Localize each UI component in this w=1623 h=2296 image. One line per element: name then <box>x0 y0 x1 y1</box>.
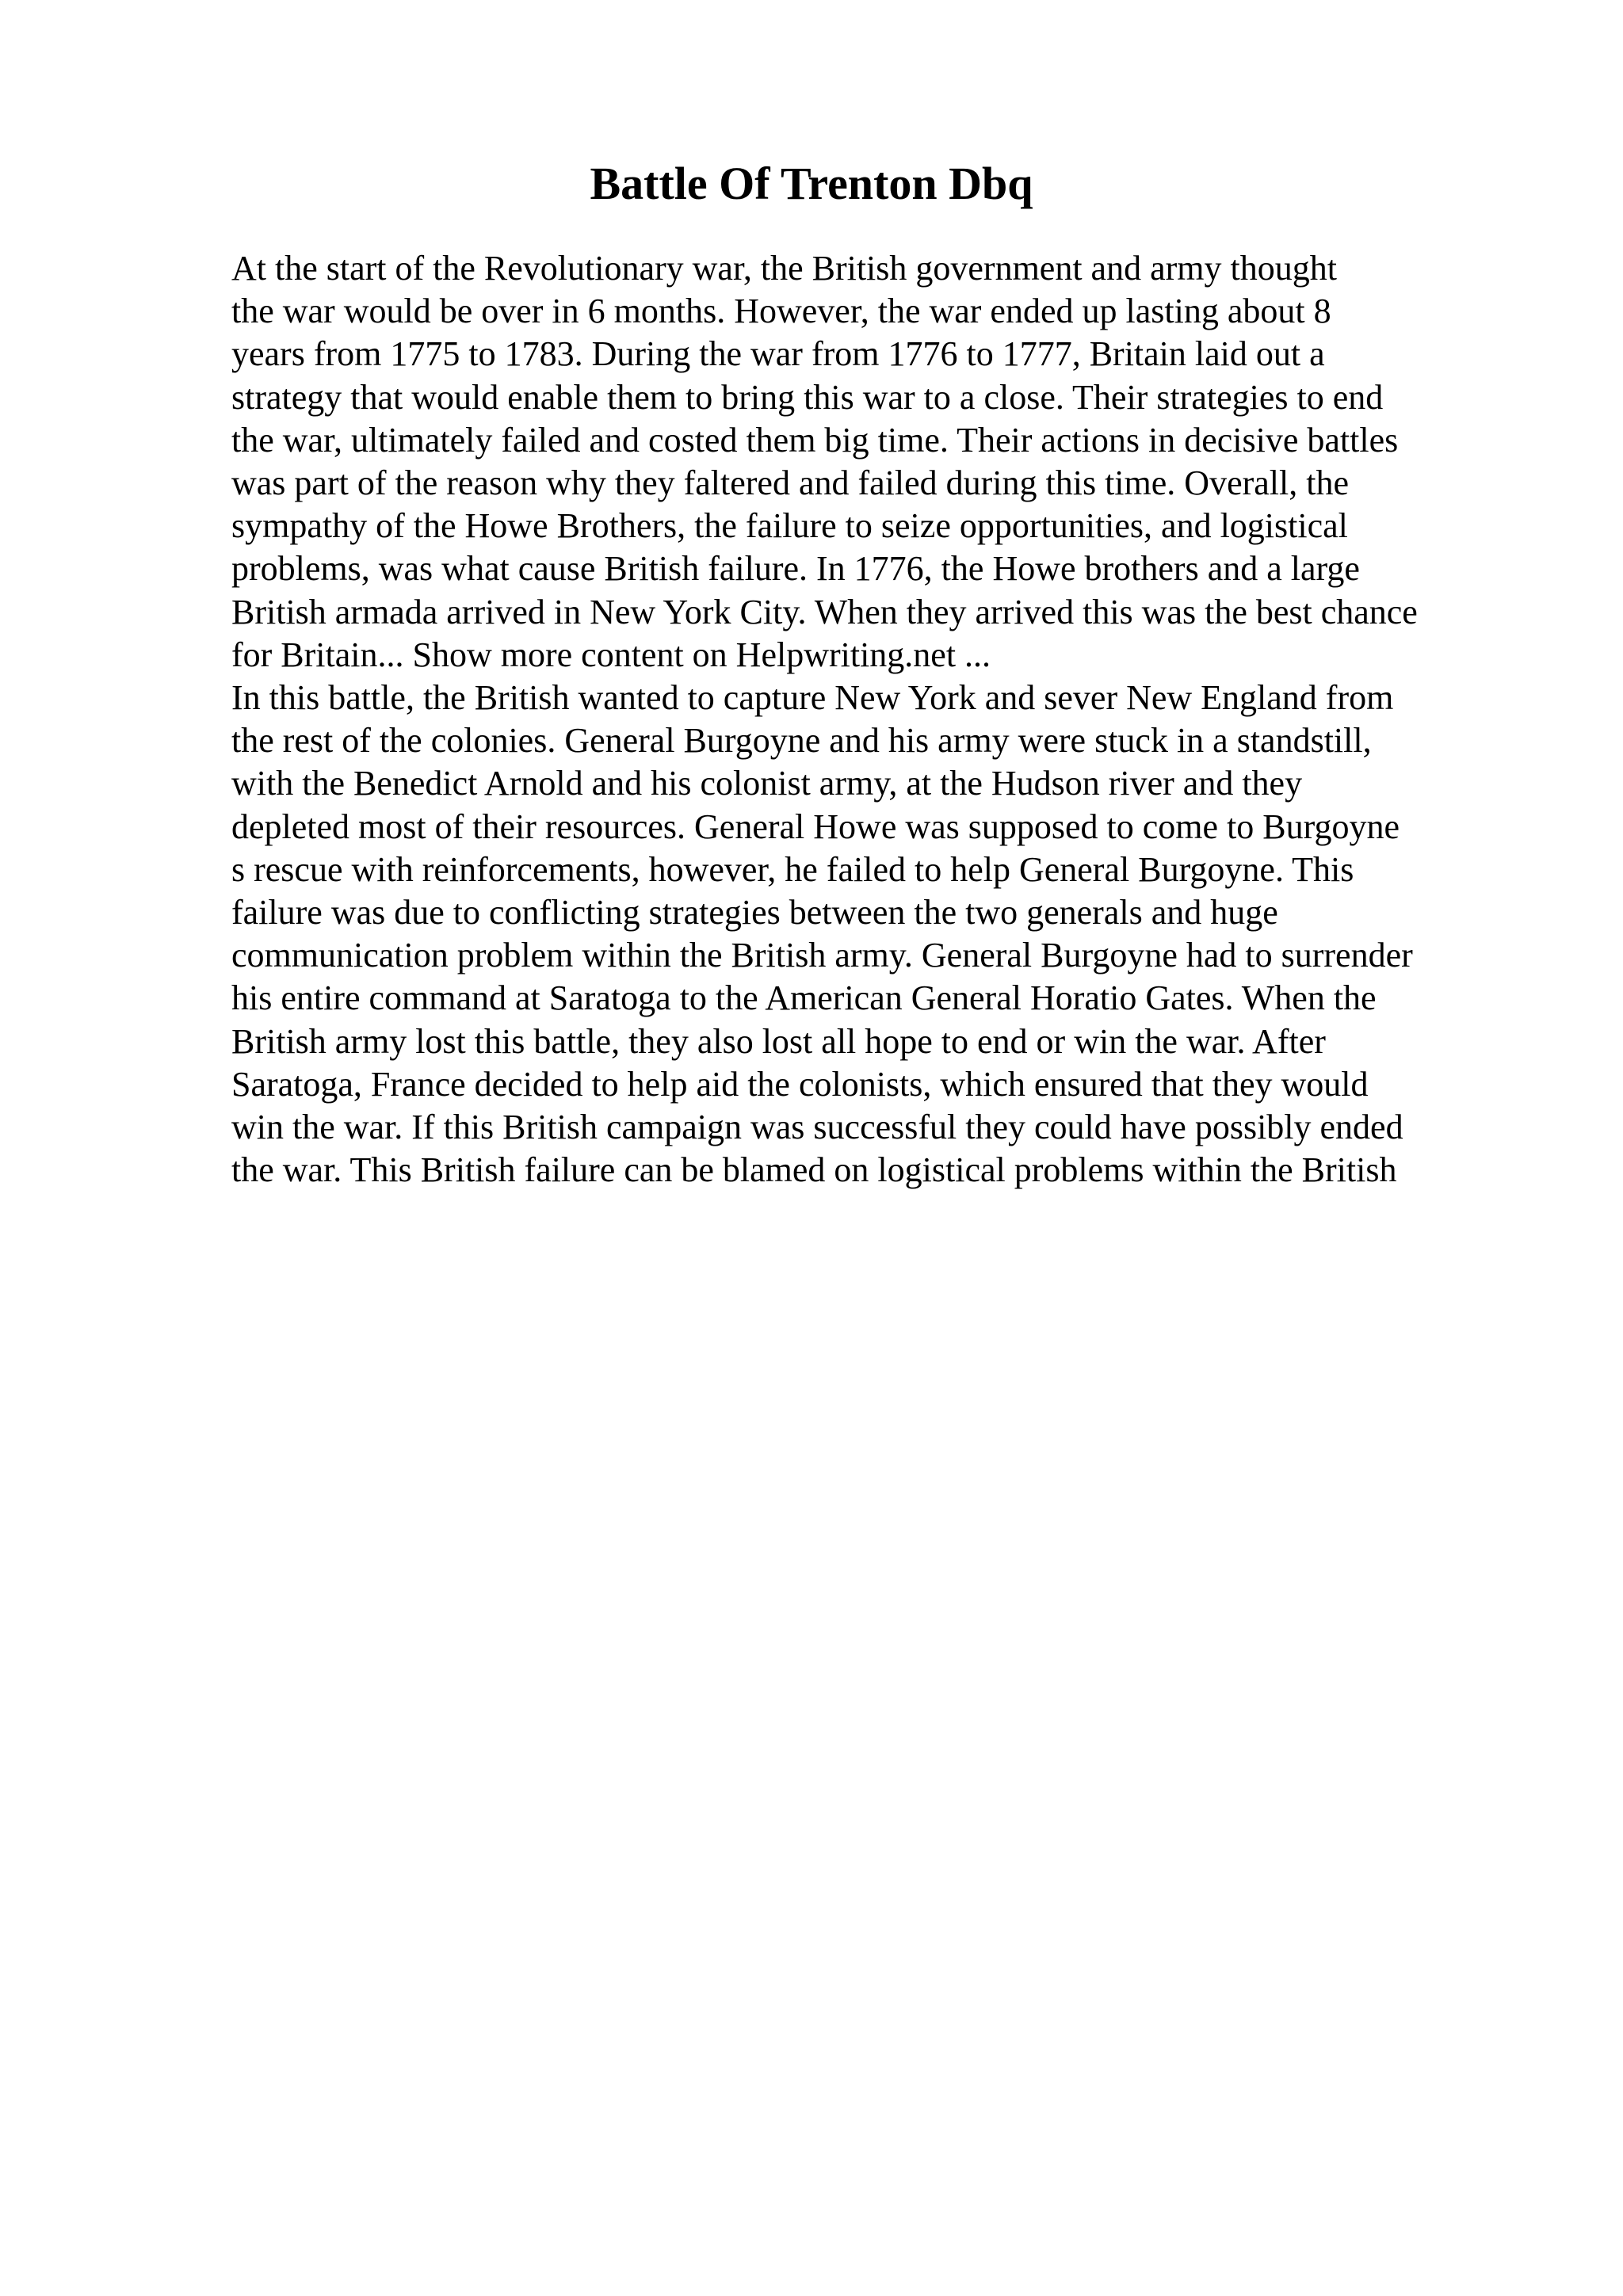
document-title: Battle Of Trenton Dbq <box>590 158 1033 209</box>
body-line: his entire command at Saratoga to the American General Horatio Gates. When the <box>231 978 1377 1018</box>
body-line: for Britain... Show more content on Helpwriting.net ... <box>231 635 991 674</box>
body-line: s rescue with reinforcements, however, he failed to help General Burgoyne. This <box>231 849 1354 889</box>
document-body <box>231 247 1515 1192</box>
body-line: In this battle, the British wanted to capture New York and sever New England from <box>231 678 1394 718</box>
body-line: Saratoga, France decided to help aid the colonists, which ensured that they would <box>231 1064 1369 1104</box>
body-line: strategy that would enable them to bring this war to a close. Their strategies to end <box>231 377 1384 417</box>
body-line: failure was due to conflicting strategies between the two generals and huge <box>231 893 1278 933</box>
body-line: years from 1775 to 1783. During the war from 1776 to 1777, Britain laid out a <box>231 334 1325 374</box>
body-line: was part of the reason why they faltered and failed during this time. Overall, the <box>231 463 1349 503</box>
body-line: sympathy of the Howe Brothers, the failure to seize opportunities, and logistical <box>231 506 1348 546</box>
body-line: the rest of the colonies. General Burgoyne and his army were stuck in a standstill, <box>231 721 1372 761</box>
body-line: British army lost this battle, they also lost all hope to end or win the war. After <box>231 1021 1326 1061</box>
body-line: win the war. If this British campaign was successful they could have possibly ended <box>231 1108 1403 1147</box>
body-line: with the Benedict Arnold and his colonist army, at the Hudson river and they <box>231 764 1303 803</box>
body-line: the war would be over in 6 months. However, the war ended up lasting about 8 <box>231 292 1331 331</box>
body-line: problems, was what cause British failure. In 1776, the Howe brothers and a large <box>231 549 1360 589</box>
body-line: the war, ultimately failed and costed them big time. Their actions in decisive battles <box>231 420 1399 460</box>
body-line: communication problem within the British army. General Burgoyne had to surrender <box>231 936 1413 975</box>
body-line: British armada arrived in New York City. When they arrived this was the best chance <box>231 592 1418 631</box>
body-line: the war. This British failure can be blamed on logistical problems within the British <box>231 1150 1397 1190</box>
body-line: At the start of the Revolutionary war, the British government and army thought <box>231 249 1337 288</box>
body-line: depleted most of their resources. General Howe was supposed to come to Burgoyne <box>231 807 1400 846</box>
